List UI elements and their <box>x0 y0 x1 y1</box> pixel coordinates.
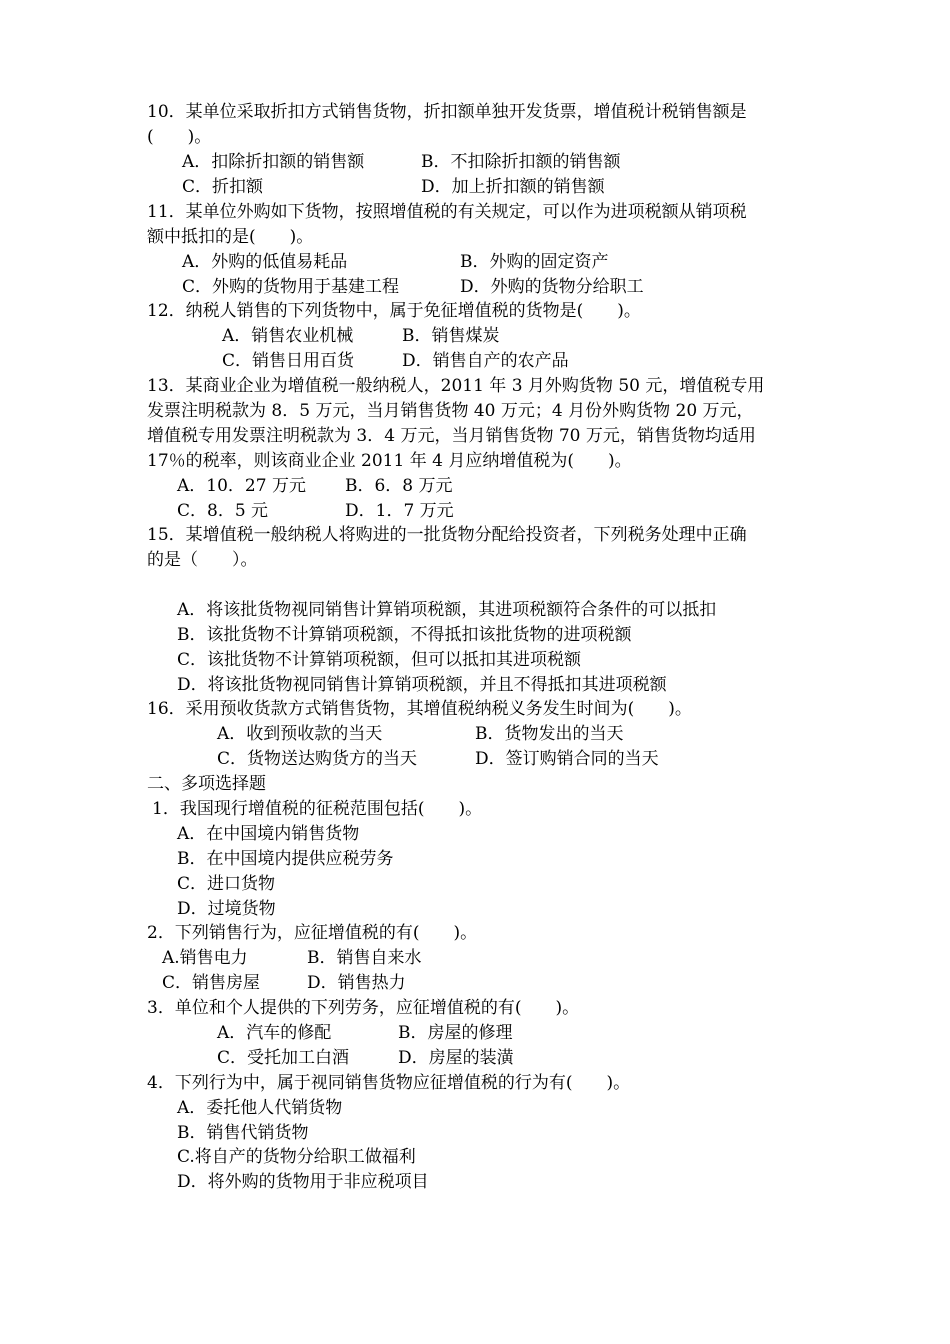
question-13-option-c: C．8．5 元 <box>177 501 269 521</box>
question-13-option-d: D．1．7 万元 <box>345 501 454 521</box>
question-15-text: 15．某增值税一般纳税人将购进的一批货物分配给投资者，下列税务处理中正确 <box>147 525 747 545</box>
section-heading-multi-choice: 二、多项选择题 <box>147 774 266 794</box>
multi-question-3-option-b: B．房屋的修理 <box>398 1023 513 1043</box>
question-13-option-a: A．10．27 万元 <box>177 476 306 496</box>
question-16-option-a: A．收到预收款的当天 <box>217 724 383 744</box>
multi-question-3-option-d: D．房屋的装潢 <box>398 1048 514 1068</box>
multi-question-2-option-c: C．销售房屋 <box>162 973 261 993</box>
question-11-option-c: C．外购的货物用于基建工程 <box>182 277 400 297</box>
question-13-text-cont-3: 17％的税率，则该商业企业 2011 年 4 月应纳增值税为( )。 <box>147 451 632 471</box>
question-16-option-b: B．货物发出的当天 <box>475 724 624 744</box>
question-11-option-a: A．外购的低值易耗品 <box>182 252 348 272</box>
question-10-text-cont: ( )。 <box>147 127 212 147</box>
question-10-option-c: C．折扣额 <box>182 177 264 197</box>
question-15-text-cont: 的是（ ）。 <box>147 550 258 570</box>
multi-question-1-option-c: C．进口货物 <box>177 874 276 894</box>
multi-question-4-option-c: C.将自产的货物分给职工做福利 <box>177 1147 416 1167</box>
multi-question-3-option-c: C．受托加工白酒 <box>217 1048 350 1068</box>
multi-question-2-option-d: D．销售热力 <box>307 973 406 993</box>
question-13-text: 13．某商业企业为增值税一般纳税人，2011 年 3 月外购货物 50 元，增值税专用 <box>147 376 765 396</box>
question-11-option-b: B．外购的固定资产 <box>460 252 609 272</box>
multi-question-4-option-d: D．将外购的货物用于非应税项目 <box>177 1172 429 1192</box>
question-12-option-a: A．销售农业机械 <box>222 326 354 346</box>
multi-question-2-option-b: B．销售自来水 <box>307 948 422 968</box>
question-15-option-b: B．该批货物不计算销项税额，不得抵扣该批货物的进项税额 <box>177 625 632 645</box>
question-11-text: 11．某单位外购如下货物，按照增值税的有关规定，可以作为进项税额从销项税 <box>147 202 747 222</box>
multi-question-1-option-d: D．过境货物 <box>177 899 276 919</box>
multi-question-4-option-a: A．委托他人代销货物 <box>177 1098 343 1118</box>
question-15-option-a: A．将该批货物视同销售计算销项税额，其进项税额符合条件的可以抵扣 <box>177 600 717 620</box>
question-15-option-c: C．该批货物不计算销项税额，但可以抵扣其进项税额 <box>177 650 582 670</box>
question-11-text-cont: 额中抵扣的是( )。 <box>147 227 314 247</box>
question-10-option-d: D．加上折扣额的销售额 <box>421 177 605 197</box>
question-16-option-d: D．签订购销合同的当天 <box>475 749 659 769</box>
multi-question-1-text: 1．我国现行增值税的征税范围包括( )。 <box>152 799 483 819</box>
question-12-option-b: B．销售煤炭 <box>402 326 500 346</box>
question-13-text-cont-1: 发票注明税款为 8．5 万元，当月销售货物 40 万元；4 月份外购货物 20 万元， <box>147 401 754 421</box>
question-11-option-d: D．外购的货物分给职工 <box>460 277 644 297</box>
multi-question-1-option-b: B．在中国境内提供应税劳务 <box>177 849 394 869</box>
question-13-text-cont-2: 增值税专用发票注明税款为 3．4 万元，当月销售货物 70 万元，销售货物均适用 <box>147 426 756 446</box>
multi-question-3-text: 3．单位和个人提供的下列劳务，应征增值税的有( )。 <box>147 998 580 1018</box>
question-12-option-d: D．销售自产的农产品 <box>402 351 569 371</box>
multi-question-3-option-a: A．汽车的修配 <box>217 1023 332 1043</box>
multi-question-2-text: 2．下列销售行为，应征增值税的有( )。 <box>147 923 478 943</box>
question-12-text: 12．纳税人销售的下列货物中，属于免征增值税的货物是( )。 <box>147 301 641 321</box>
question-16-option-c: C．货物送达购货方的当天 <box>217 749 418 769</box>
multi-question-2-option-a: A.销售电力 <box>162 948 248 968</box>
multi-question-4-text: 4．下列行为中，属于视同销售货物应征增值税的行为有( )。 <box>147 1073 631 1093</box>
question-16-text: 16．采用预收货款方式销售货物，其增值税纳税义务发生时间为( )。 <box>147 699 692 719</box>
question-12-option-c: C．销售日用百货 <box>222 351 355 371</box>
question-10-option-a: A．扣除折扣额的销售额 <box>182 152 365 172</box>
multi-question-1-option-a: A．在中国境内销售货物 <box>177 824 360 844</box>
question-10-option-b: B．不扣除折扣额的销售额 <box>421 152 621 172</box>
question-10-text: 10．某单位采取折扣方式销售货物，折扣额单独开发货票，增值税计税销售额是 <box>147 102 747 122</box>
question-13-option-b: B．6．8 万元 <box>345 476 453 496</box>
multi-question-4-option-b: B．销售代销货物 <box>177 1123 309 1143</box>
question-15-option-d: D．将该批货物视同销售计算销项税额，并且不得抵扣其进项税额 <box>177 675 667 695</box>
